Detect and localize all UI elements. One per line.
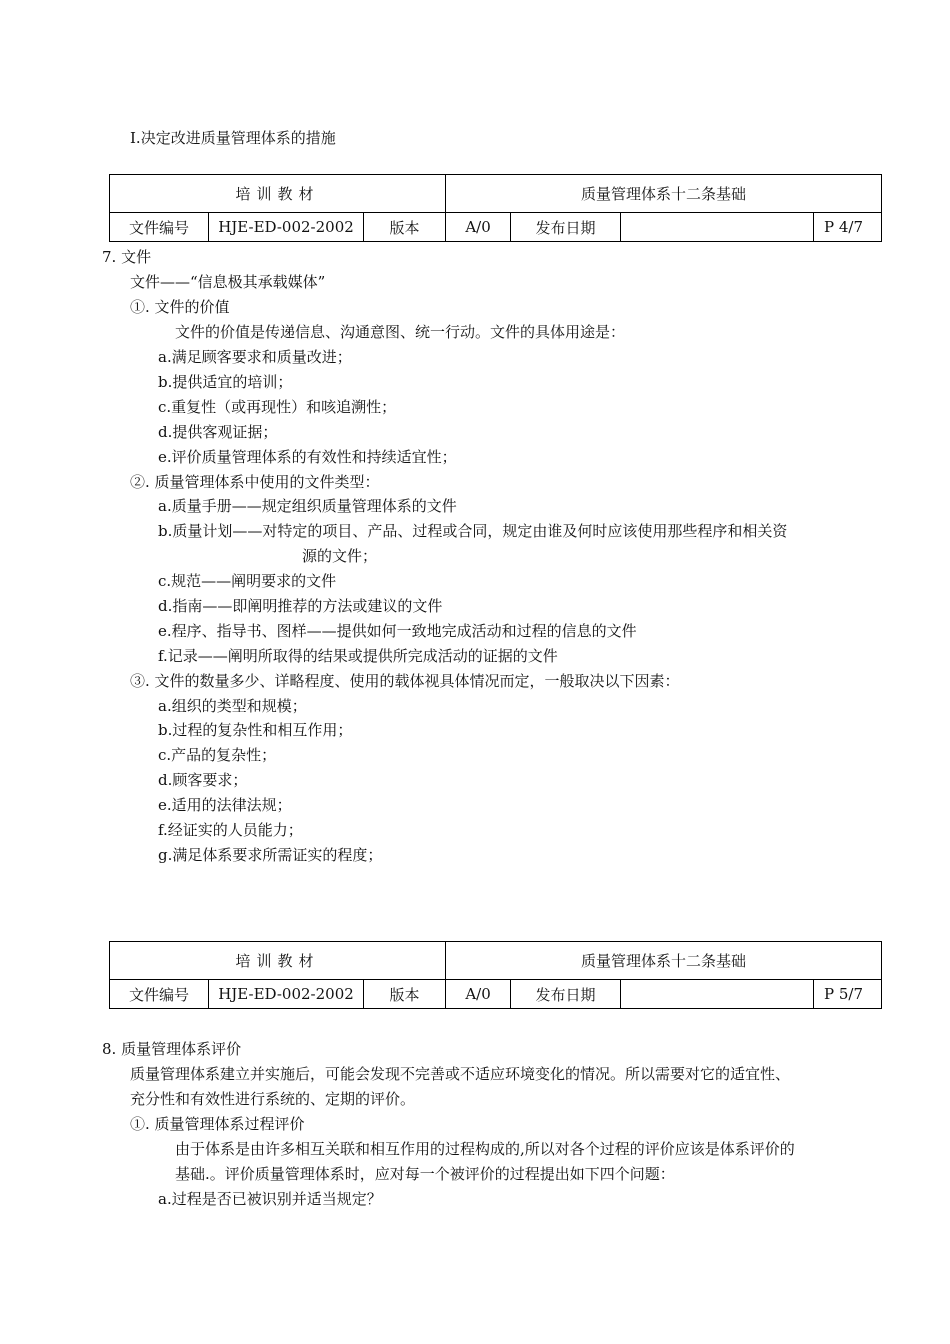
list-item: g.满足体系要求所需证实的程度；: [158, 846, 383, 864]
list-item: a.质量手册——规定组织质量管理体系的文件: [158, 497, 457, 515]
list-item: f.记录——阐明所取得的结果或提供所完成活动的证据的文件: [158, 647, 558, 665]
list-item: c.产品的复杂性；: [158, 746, 277, 764]
list-item: c.重复性（或再现性）和咳追溯性；: [158, 398, 397, 416]
list-item: d.顾客要求；: [158, 771, 248, 789]
section7-heading: 7. 文件: [102, 248, 152, 266]
version-label: 版本: [364, 980, 446, 1009]
page-number: P 4/7: [814, 213, 882, 242]
list-item: b.质量计划——对特定的项目、产品、过程或合同，规定由谁及何时应该使用那些程序和相关资: [158, 522, 788, 540]
section8-text-2: 充分性和有效性进行系统的、定期的评价。: [130, 1090, 416, 1108]
date-label: 发布日期: [511, 213, 621, 242]
header-title-right: 质量管理体系十二条基础: [446, 175, 882, 213]
version-value: A/0: [446, 213, 511, 242]
section8-p1-text-2: 基础.。评价质量管理体系时，应对每一个被评价的过程提出如下四个问题：: [175, 1165, 675, 1183]
header-title-left: 培训教材: [110, 175, 446, 213]
date-label: 发布日期: [511, 980, 621, 1009]
header-title-left: 培训教材: [110, 942, 446, 980]
section8-text-1: 质量管理体系建立并实施后，可能会发现不完善或不适应环境变化的情况。所以需要对它的适宜性、: [130, 1065, 791, 1083]
list-item: e.程序、指导书、图样——提供如何一致地完成活动和过程的信息的文件: [158, 622, 637, 640]
list-item: d.指南——即阐明推荐的方法或建议的文件: [158, 597, 443, 615]
doc-no-label: 文件编号: [110, 980, 209, 1009]
section7-p2-title: ②. 质量管理体系中使用的文件类型：: [130, 473, 380, 491]
section7-p3-title: ③. 文件的数量多少、详略程度、使用的载体视具体情况而定，一般取决以下因素：: [130, 672, 680, 690]
doc-no-value: HJE-ED-002-2002: [209, 213, 364, 242]
list-item: b.提供适宜的培训；: [158, 373, 293, 391]
list-item: e.适用的法律法规；: [158, 796, 292, 814]
list-item: a.满足顾客要求和质量改进；: [158, 348, 352, 366]
list-item: e.评价质量管理体系的有效性和持续适宜性；: [158, 448, 457, 466]
header-title-right: 质量管理体系十二条基础: [446, 942, 882, 980]
page-number: P 5/7: [814, 980, 882, 1009]
section8-p1-title: ①. 质量管理体系过程评价: [130, 1115, 305, 1133]
doc-no-label: 文件编号: [110, 213, 209, 242]
date-value: [621, 213, 814, 242]
list-item: a.过程是否已被识别并适当规定？: [158, 1190, 382, 1208]
list-item: f.经证实的人员能力；: [158, 821, 303, 839]
section8-heading: 8. 质量管理体系评价: [102, 1040, 242, 1058]
date-value: [621, 980, 814, 1009]
list-item: a.组织的类型和规模；: [158, 697, 307, 715]
version-label: 版本: [364, 213, 446, 242]
intro-line: I.决定改进质量管理体系的措施: [130, 129, 336, 147]
section7-subtitle: 文件——“信息极其承载媒体”: [130, 273, 326, 291]
list-item: d.提供客观证据；: [158, 423, 278, 441]
section7-p1-text: 文件的价值是传递信息、沟通意图、统一行动。文件的具体用途是：: [175, 323, 626, 341]
list-item: b.过程的复杂性和相互作用；: [158, 721, 353, 739]
doc-no-value: HJE-ED-002-2002: [209, 980, 364, 1009]
list-item-continuation: 源的文件；: [302, 547, 378, 565]
doc-header-table-1: [109, 174, 882, 242]
doc-header-table-2: [109, 941, 882, 1009]
section8-p1-text-1: 由于体系是由许多相互关联和相互作用的过程构成的,所以对各个过程的评价应该是体系评价的: [175, 1140, 795, 1158]
list-item: c.规范——阐明要求的文件: [158, 572, 337, 590]
section7-p1-title: ①. 文件的价值: [130, 298, 230, 316]
version-value: A/0: [446, 980, 511, 1009]
